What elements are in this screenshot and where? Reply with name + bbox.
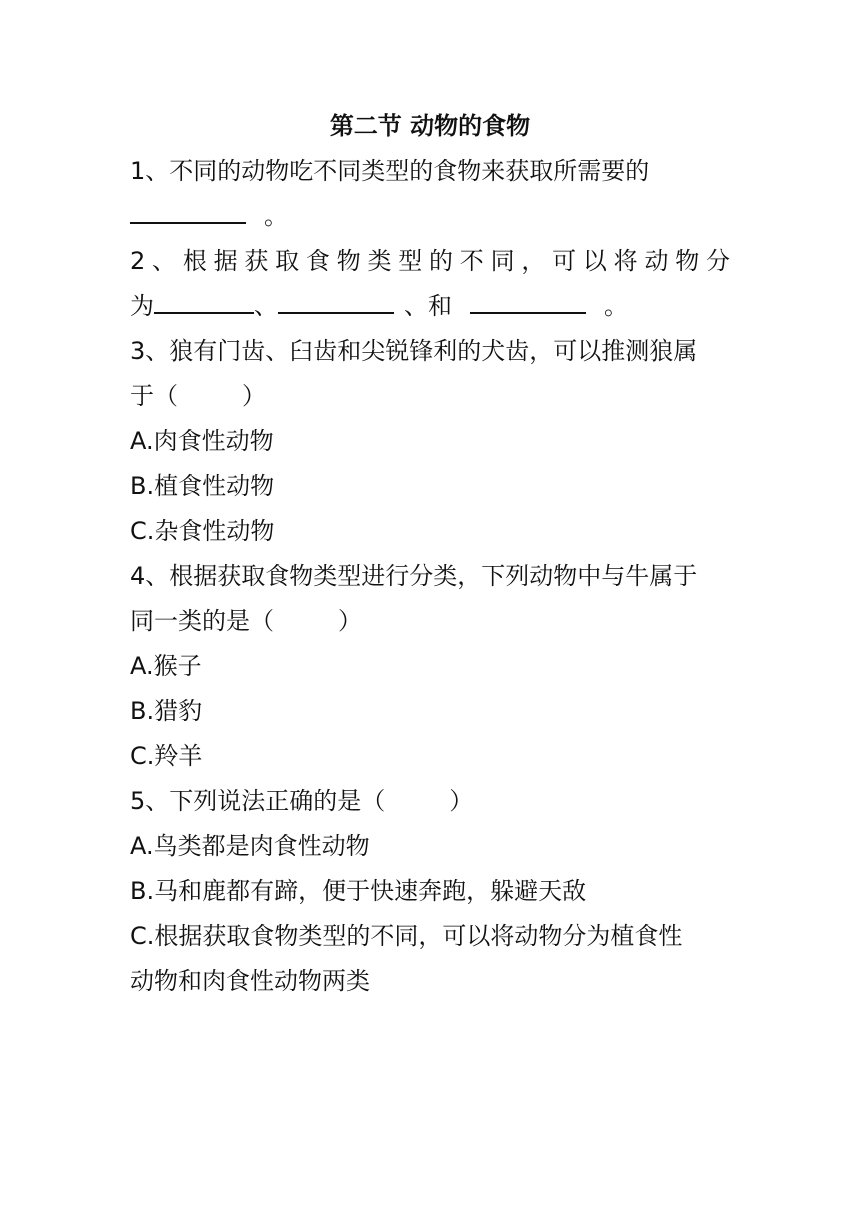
fill-in-blank-3[interactable] bbox=[278, 286, 394, 314]
question-3-paren-close: ） bbox=[242, 382, 266, 410]
question-3-text: 3、狼有门齿、臼齿和尖锐锋利的犬齿，可以推测狼属 bbox=[130, 337, 698, 365]
question-3-answer-line bbox=[130, 374, 730, 419]
question-5-option-b[interactable]: B.马和鹿都有蹄，便于快速奔跑，躲避天敌 bbox=[130, 877, 587, 905]
worksheet-page bbox=[130, 104, 730, 1004]
question-2-period: 。 bbox=[604, 292, 628, 320]
question-2-separator-1: 、 bbox=[254, 292, 278, 320]
page-title: 第二节 动物的食物 bbox=[329, 112, 531, 140]
question-2-answer-line bbox=[130, 284, 730, 329]
question-4-option-c[interactable]: C.羚羊 bbox=[130, 742, 203, 770]
question-3-paren-open: 于（ bbox=[130, 382, 178, 410]
question-5-text bbox=[130, 779, 730, 824]
question-1-period: 。 bbox=[264, 202, 288, 230]
question-5-paren-close: ） bbox=[449, 787, 474, 815]
fill-in-blank-4[interactable] bbox=[470, 286, 586, 314]
fill-in-blank-1[interactable] bbox=[130, 196, 246, 224]
question-4-answer-line bbox=[130, 599, 730, 644]
question-4-option-a[interactable]: A.猴子 bbox=[130, 652, 202, 680]
question-4-option-b[interactable]: B.猎豹 bbox=[130, 697, 203, 725]
question-2-text: 2、根据获取食物类型的不同，可以将动物分 bbox=[130, 247, 730, 275]
question-5-option-a[interactable]: A.鸟类都是肉食性动物 bbox=[130, 832, 370, 860]
question-2-prefix: 为 bbox=[130, 292, 154, 320]
fill-in-blank-2[interactable] bbox=[154, 286, 254, 314]
question-4-paren-close: ） bbox=[338, 607, 362, 635]
question-4-paren-open: 同一类的是（ bbox=[130, 607, 274, 635]
question-3-option-b[interactable]: B.植食性动物 bbox=[130, 472, 275, 500]
question-4-text: 4、根据获取食物类型进行分类，下列动物中与牛属于 bbox=[130, 562, 698, 590]
question-2-separator-2: 、和 bbox=[404, 292, 452, 320]
question-1-text: 1、不同的动物吃不同类型的食物来获取所需要的 bbox=[130, 157, 650, 185]
question-5-paren-open: 5、下列说法正确的是（ bbox=[130, 787, 386, 815]
question-5-option-c-line-1[interactable]: C.根据获取食物类型的不同，可以将动物分为植食性 bbox=[130, 922, 683, 950]
question-3-option-a[interactable]: A.肉食性动物 bbox=[130, 427, 274, 455]
question-1-answer-line bbox=[130, 194, 730, 239]
question-3-option-c[interactable]: C.杂食性动物 bbox=[130, 517, 275, 545]
question-5-option-c-line-2[interactable]: 动物和肉食性动物两类 bbox=[130, 967, 370, 995]
